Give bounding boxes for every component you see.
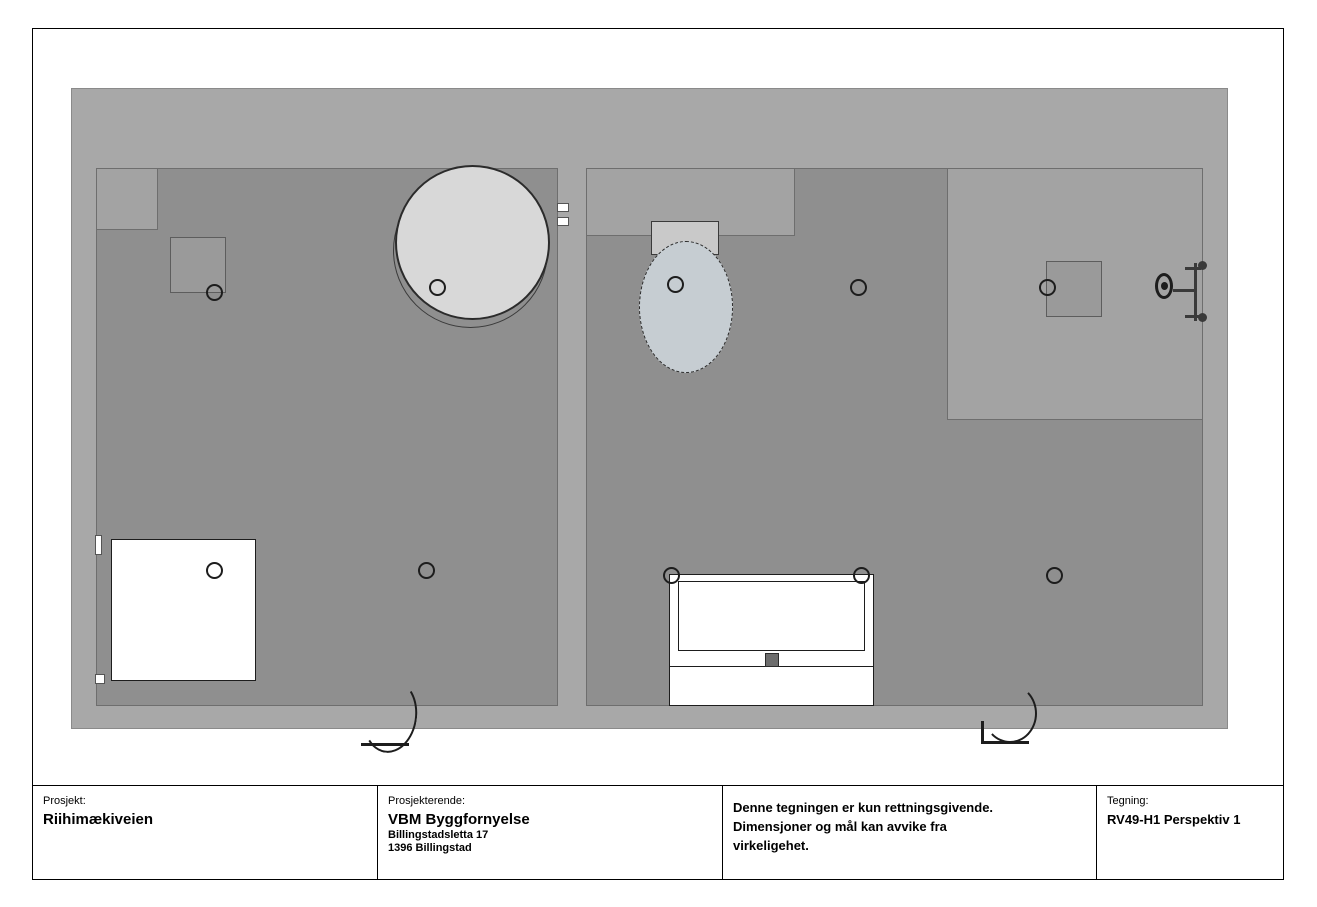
toilet-bowl — [639, 241, 733, 373]
project-label: Prosjekt: — [43, 795, 86, 807]
disclaimer-line-3: virkeligehet. — [733, 838, 809, 853]
title-block — [33, 785, 1283, 879]
title-block-disclaimer — [723, 786, 1097, 879]
faucet-spout — [1173, 289, 1197, 292]
drain-marker — [1046, 567, 1063, 584]
drain-marker — [206, 562, 223, 579]
round-bathtub — [395, 165, 550, 320]
drain-marker — [1039, 279, 1056, 296]
faucet-outlet-icon — [1161, 282, 1168, 290]
disclaimer-line-1: Denne tegningen er kun rettningsgivende. — [733, 800, 994, 815]
designer-address-line-1: Billingstadsletta 17 — [388, 829, 489, 841]
niche-left — [96, 168, 158, 230]
drain-marker — [850, 279, 867, 296]
drain-marker — [853, 567, 870, 584]
designer-label: Prosjekterende: — [388, 795, 466, 807]
wall-tick-b — [95, 674, 105, 684]
faucet-knob-top — [1198, 261, 1207, 270]
drawing-sheet — [32, 28, 1284, 880]
wall-tick-a — [95, 535, 102, 555]
wall-tick-c — [557, 203, 569, 212]
door-swing-right — [983, 684, 1037, 743]
drain-marker — [206, 284, 223, 301]
door-leaf-right — [981, 741, 1029, 744]
floor-plan-drawing — [33, 29, 1283, 786]
drawing-value: RV49-H1 Perspektiv 1 — [1107, 812, 1241, 827]
bathtub-plug — [765, 653, 779, 667]
faucet-stem — [1194, 263, 1197, 321]
wall-tick-d — [557, 217, 569, 226]
drawing-label: Tegning: — [1107, 795, 1149, 807]
shower-tray — [111, 539, 256, 681]
drain-marker — [663, 567, 680, 584]
door-jamb-right — [981, 721, 984, 743]
designer-address-line-2: 1396 Billingstad — [388, 842, 472, 854]
title-block-drawing — [1097, 786, 1283, 879]
title-block-project — [33, 786, 378, 879]
drain-marker — [429, 279, 446, 296]
bathtub-basin — [678, 581, 865, 651]
bathtub-apron — [669, 666, 874, 706]
door-leaf-left — [361, 743, 409, 746]
drain-marker — [418, 562, 435, 579]
drain-marker — [667, 276, 684, 293]
title-block-designer — [378, 786, 723, 879]
designer-value: VBM Byggfornyelse — [388, 811, 530, 828]
disclaimer-line-2: Dimensjoner og mål kan avvike fra — [733, 819, 947, 834]
faucet-knob-bottom — [1198, 313, 1207, 322]
project-value: Riihimækiveien — [43, 811, 154, 828]
